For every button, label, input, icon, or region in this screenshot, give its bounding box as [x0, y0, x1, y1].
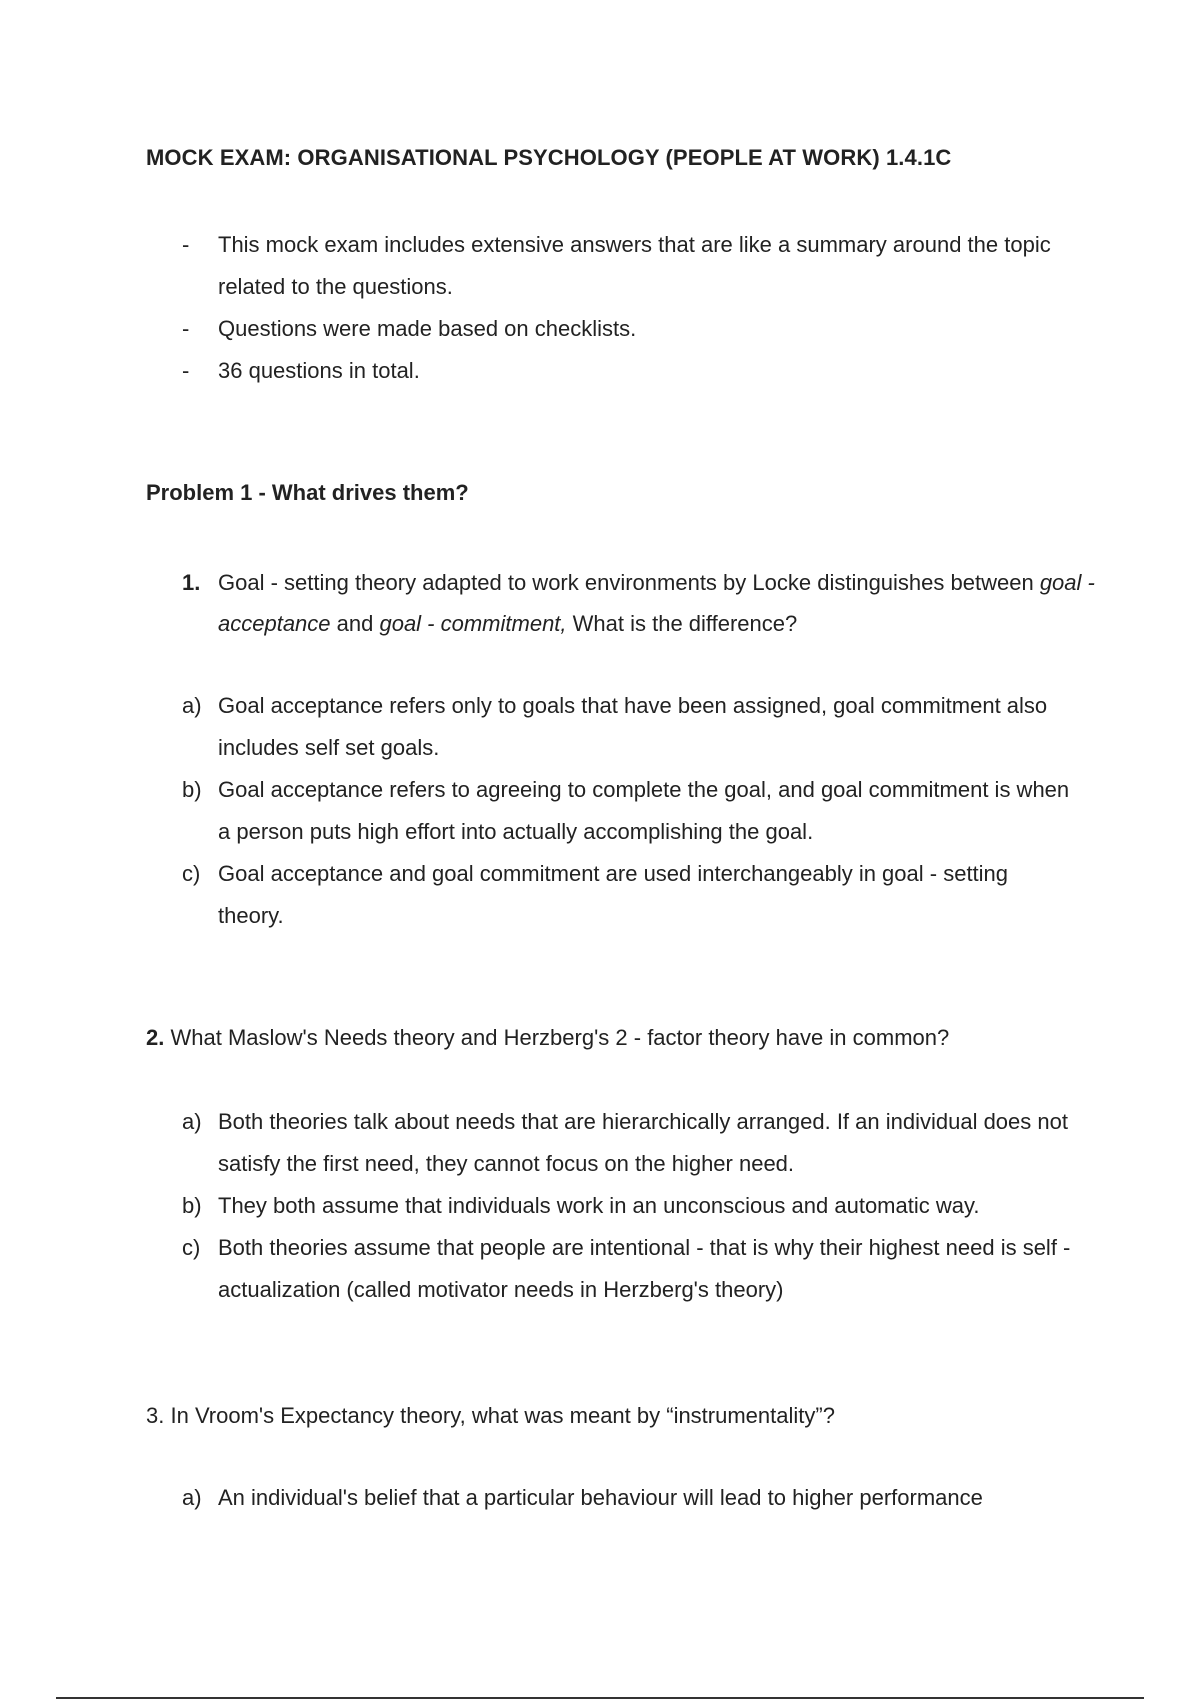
question-text-part: What is the difference? — [566, 611, 798, 636]
option-letter: b) — [182, 777, 202, 802]
intro-bullet-text: This mock exam includes extensive answers that are like a summary around the topic related to the questions. — [218, 232, 1051, 299]
option-letter: a) — [182, 1109, 202, 1134]
question-1 — [146, 562, 1118, 644]
answer-option — [146, 1185, 1076, 1227]
answer-option — [146, 769, 1076, 853]
option-text: Goal acceptance refers only to goals that have been assigned, goal commitment also includes self set goals. — [218, 693, 1048, 760]
question-3-options — [146, 1477, 1076, 1519]
option-letter: a) — [182, 1485, 202, 1510]
intro-bullet-text: Questions were made based on checklists. — [218, 316, 637, 341]
question-number: 3. — [146, 1403, 165, 1428]
option-letter: a) — [182, 693, 202, 718]
question-number: 2. — [146, 1025, 165, 1050]
bullet-dash: - — [182, 316, 190, 341]
bullet-dash: - — [182, 358, 190, 383]
question-2-options — [146, 1101, 1076, 1311]
option-text: Goal acceptance and goal commitment are used interchangeably in goal - setting theory. — [218, 861, 1009, 928]
answer-option — [146, 1101, 1076, 1185]
problem-heading: Problem 1 - What drives them? — [146, 480, 469, 505]
question-3 — [146, 1395, 1106, 1436]
option-text: An individual's belief that a particular behaviour will lead to higher performance — [218, 1485, 983, 1510]
intro-bullet-item — [146, 308, 1066, 350]
answer-option — [146, 853, 1076, 937]
page-bottom-rule — [56, 1697, 1144, 1699]
option-letter: c) — [182, 1235, 201, 1260]
intro-bullet-list — [146, 224, 1066, 392]
question-2 — [146, 1017, 1106, 1058]
option-letter: c) — [182, 861, 201, 886]
answer-option — [146, 1477, 1076, 1519]
question-italic-term: goal - acceptance — [218, 570, 1095, 636]
question-text: In Vroom's Expectancy theory, what was meant by “instrumentality”? — [170, 1403, 835, 1428]
intro-bullet-item — [146, 224, 1066, 308]
option-letter: b) — [182, 1193, 202, 1218]
question-1-options — [146, 685, 1076, 937]
question-text: What Maslow's Needs theory and Herzberg's 2 - factor theory have in common? — [170, 1025, 950, 1050]
document-title: MOCK EXAM: ORGANISATIONAL PSYCHOLOGY (PEOPLE AT WORK) 1.4.1C — [146, 145, 952, 170]
option-text: Both theories assume that people are intentional - that is why their highest need is self - actualization (called motivator needs in Herzberg's theory) — [218, 1235, 1071, 1302]
intro-bullet-text: 36 questions in total. — [218, 358, 420, 383]
question-text-part: Goal - setting theory adapted to work environments by Locke distinguishes between — [218, 570, 1040, 595]
question-number: 1. — [182, 570, 201, 595]
intro-bullet-item — [146, 350, 1066, 392]
option-text: Both theories talk about needs that are hierarchically arranged. If an individual does not satisfy the first need, they cannot focus on the higher need. — [218, 1109, 1068, 1176]
question-italic-term: goal - commitment, — [379, 611, 567, 636]
option-text: They both assume that individuals work in an unconscious and automatic way. — [218, 1193, 980, 1218]
bullet-dash: - — [182, 232, 190, 257]
option-text: Goal acceptance refers to agreeing to complete the goal, and goal commitment is when a person puts high effort into actually accomplishing the goal. — [218, 777, 1070, 844]
question-text-part: and — [330, 611, 380, 636]
answer-option — [146, 685, 1076, 769]
answer-option — [146, 1227, 1076, 1311]
